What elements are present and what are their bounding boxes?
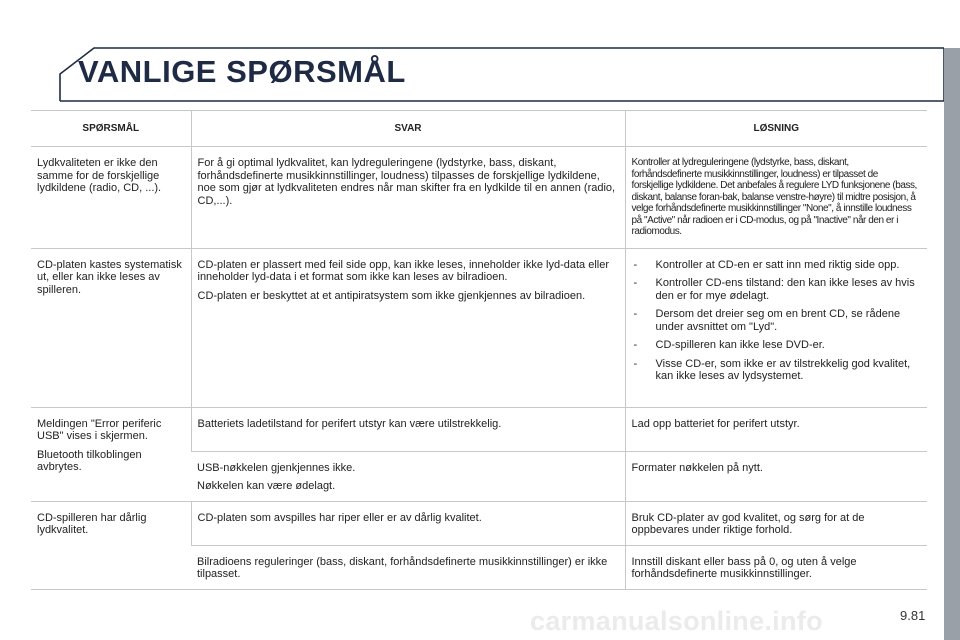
- solution-list: [632, 259, 922, 383]
- table-header-row: [31, 111, 927, 147]
- solution-text: Bruk CD-plater av god kvalitet, og sørg for at de oppbevares under riktige forhold.: [631, 511, 865, 536]
- solution-text: Kontroller at lydreguleringene (lydstyrke, bass, diskant, forhåndsdefinerte musikkinnstillinger, loudness) er tilpasset de forskjellige lydkildene. Det anbefales å regulere LYD funksjonene (bass, diskant, balanse foran-bak, balanse venstre-høyre) til midtre posisjon, å velge forhåndsdefinerte musikkinnstillinger "None", å innstille loudness på "Active" når radioen er i CD-modus, og på "Inactive" når den er i radiomodus.: [631, 157, 917, 237]
- question-text: CD-spilleren har dårlig lydkvalitet.: [37, 511, 147, 536]
- list-item: - CD-spilleren kan ikke lese DVD-er.: [632, 339, 922, 352]
- question-cell: [31, 501, 191, 589]
- header-question: SPØRSMÅL: [31, 111, 191, 147]
- question-cell: [31, 147, 191, 249]
- header-solution: LØSNING: [625, 111, 927, 147]
- answer-text: Nøkkelen kan være ødelagt.: [197, 480, 336, 492]
- answer-cell: [191, 147, 625, 249]
- question-text: Meldingen "Error periferic USB" vises i skjermen.: [37, 417, 162, 442]
- solution-cell: [625, 147, 927, 249]
- watermark: carmanualsonline.info: [530, 606, 823, 636]
- solution-cell: [625, 545, 927, 589]
- answer-text: Batteriets ladetilstand for perifert utstyr kan være utilstrekkelig.: [197, 417, 502, 430]
- answer-cell: [191, 407, 625, 451]
- solution-text: Innstill diskant eller bass på 0, og uten å velge forhåndsdefinerte musikkinnstillinger.: [631, 555, 857, 580]
- answer-text: CD-platen er beskyttet at et antipiratsystem som ikke gjenkjennes av bilradioen.: [197, 289, 586, 302]
- question-text: Lydkvaliteten er ikke den samme for de forskjellige lydkildene (radio, CD, ...).: [37, 157, 162, 194]
- answer-cell: [191, 248, 625, 407]
- question-text: CD-platen kastes systematisk ut, eller kan ikke leses av spilleren.: [37, 258, 182, 296]
- answer-cell: [191, 451, 625, 501]
- solution-cell: [625, 501, 927, 545]
- table-row: [31, 248, 927, 407]
- page-title: VANLIGE SPØRSMÅL: [78, 54, 406, 89]
- list-item: - Kontroller CD-ens tilstand: den kan ikke leses av hvis den er for mye ødelagt.: [632, 277, 922, 302]
- table-row: [31, 407, 927, 451]
- list-item: - Dersom det dreier seg om en brent CD, se rådene under avsnittet om "Lyd".: [632, 308, 922, 333]
- answer-text: Bilradioens reguleringer (bass, diskant, forhåndsdefinerte musikkinnstillinger) er ikke tilpasset.: [197, 555, 608, 580]
- question-cell: [31, 248, 191, 407]
- answer-cell: [191, 501, 625, 545]
- solution-cell: [625, 451, 927, 501]
- solution-text: Lad opp batteriet for perifert utstyr.: [631, 417, 800, 430]
- answer-text: USB-nøkkelen gjenkjennes ikke.: [197, 461, 356, 474]
- answer-text: CD-platen er plassert med feil side opp, kan ikke leses, inneholder ikke lyd-data eller inneholder lyd-data i et format som ikke kan leses av bilradioen.: [197, 258, 609, 283]
- sidebar-strip: [944, 48, 960, 640]
- header-answer: SVAR: [191, 111, 625, 147]
- question-cell: [31, 407, 191, 501]
- table-row: [31, 501, 927, 545]
- question-text: Bluetooth tilkoblingen avbrytes.: [37, 448, 142, 473]
- list-item: - Kontroller at CD-en er satt inn med riktig side opp.: [632, 259, 922, 272]
- page-number: 9.81: [900, 608, 926, 623]
- table-row: [31, 147, 927, 249]
- solution-cell: [625, 248, 927, 407]
- answer-cell: [191, 545, 625, 589]
- solution-text: Formater nøkkelen på nytt.: [631, 461, 763, 474]
- faq-table: [31, 110, 927, 590]
- list-item: - Visse CD-er, som ikke er av tilstrekkelig god kvalitet, kan ikke leses av lydsystemet.: [632, 358, 922, 383]
- answer-text: For å gi optimal lydkvalitet, kan lydreguleringene (lydstyrke, bass, diskant, forhåndsdefinerte musikkinnstillinger, loudness) tilpasses de forskjellige lydkildene, noe som gjør at lydkvaliteten endres når man skifter fra en lydkilde til en annen (radio, CD,...).: [197, 157, 616, 207]
- solution-cell: [625, 407, 927, 451]
- answer-text: CD-platen som avspilles har riper eller er av dårlig kvalitet.: [197, 511, 482, 524]
